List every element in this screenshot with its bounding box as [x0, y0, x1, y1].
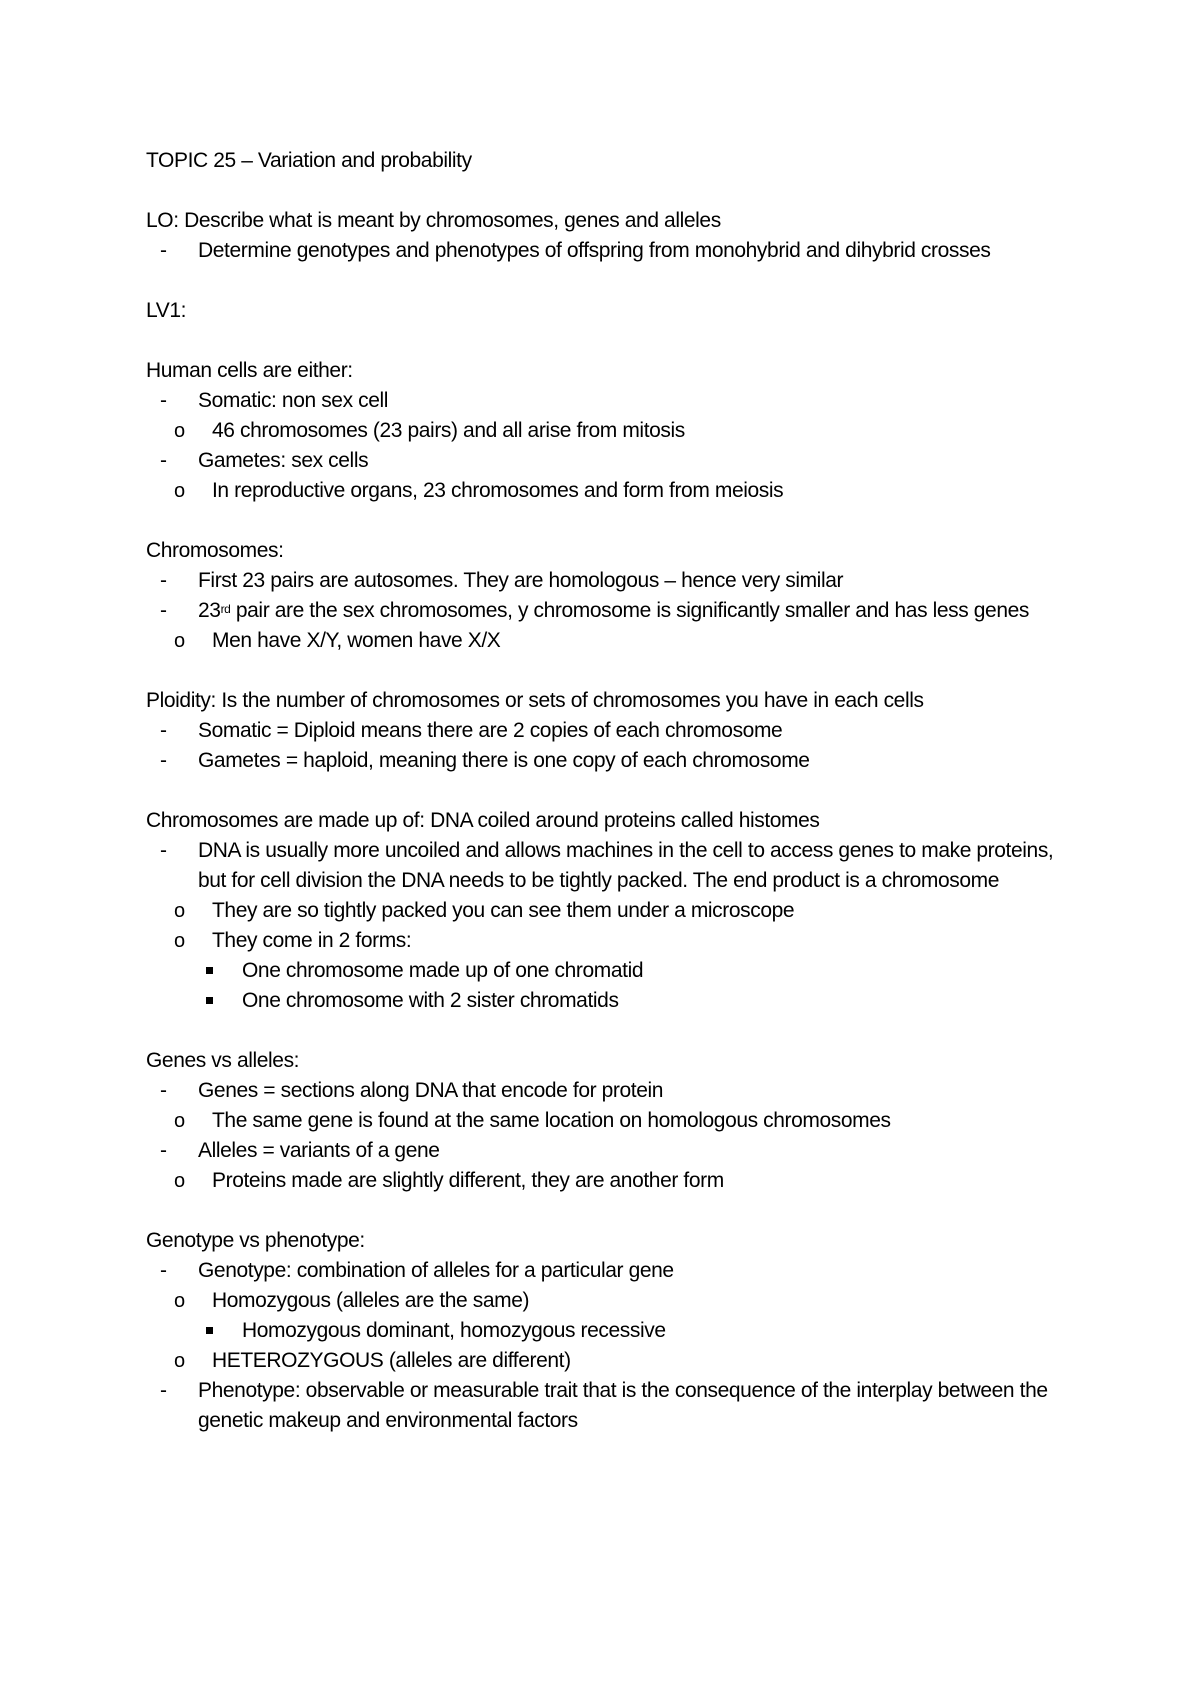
spacer [146, 266, 1066, 296]
spacer [146, 1016, 1066, 1046]
list-item-text: Alleles = variants of a gene [198, 1139, 440, 1162]
list-item [146, 836, 1066, 896]
genes-alleles-heading: Genes vs alleles: [146, 1049, 300, 1072]
dash-bullet: - [160, 839, 167, 862]
list-item [146, 1256, 1066, 1286]
lo-heading: LO: Describe what is meant by chromosomes, genes and alleles [146, 209, 721, 232]
list-item [146, 596, 1066, 626]
list-item [146, 716, 1066, 746]
sub-list-item-text: 46 chromosomes (23 pairs) and all arise from mitosis [212, 419, 685, 442]
sub-list-item [146, 926, 1066, 956]
sub-list-item [146, 626, 1066, 656]
list-item-text: Somatic = Diploid means there are 2 copies of each chromosome [198, 719, 783, 742]
sub-list-item [146, 416, 1066, 446]
list-item [146, 1076, 1066, 1106]
sub-sub-list-item [146, 1316, 1066, 1346]
sub-sub-list-item-text: Homozygous dominant, homozygous recessive [242, 1319, 666, 1342]
spacer [146, 326, 1066, 356]
list-item [146, 1376, 1066, 1436]
sub-list-item [146, 1286, 1066, 1316]
level-heading: LV1: [146, 299, 187, 322]
sub-list-item-text: Homozygous (alleles are the same) [212, 1289, 530, 1312]
circle-bullet: o [174, 1350, 185, 1372]
sub-sub-list-item [146, 986, 1066, 1016]
sub-list-item [146, 1166, 1066, 1196]
list-item-text: Phenotype: observable or measurable trait that is the consequence of the interplay between the genetic makeup and environmental factors [198, 1379, 1048, 1432]
list-item [146, 446, 1066, 476]
ploidity-heading: Ploidity: Is the number of chromosomes or sets of chromosomes you have in each cells [146, 689, 924, 712]
sub-list-item-text: They come in 2 forms: [212, 929, 412, 952]
sub-list-item-text: Men have X/Y, women have X/X [212, 629, 501, 652]
dash-bullet: - [160, 1379, 167, 1402]
dash-bullet: - [160, 239, 167, 262]
circle-bullet: o [174, 1110, 185, 1132]
chromosomes-heading: Chromosomes: [146, 539, 284, 562]
list-item [146, 386, 1066, 416]
human-cells-heading: Human cells are either: [146, 359, 353, 382]
spacer [146, 506, 1066, 536]
dash-bullet: - [160, 569, 167, 592]
circle-bullet: o [174, 930, 185, 952]
sub-list-item [146, 476, 1066, 506]
sub-list-item-text: HETEROZYGOUS (alleles are different) [212, 1349, 571, 1372]
spacer [146, 1196, 1066, 1226]
list-item-text: Somatic: non sex cell [198, 389, 389, 412]
dash-bullet: - [160, 1139, 167, 1162]
sub-list-item-text: In reproductive organs, 23 chromosomes and form from meiosis [212, 479, 784, 502]
list-item-text: DNA is usually more uncoiled and allows machines in the cell to access genes to make proteins, but for cell division the DNA needs to be tightly packed. The end product is a chromosome [198, 839, 1054, 892]
lo-item-text: Determine genotypes and phenotypes of offspring from monohybrid and dihybrid crosses [198, 239, 991, 262]
spacer [146, 776, 1066, 806]
list-item-text: Gametes = haploid, meaning there is one copy of each chromosome [198, 749, 810, 772]
list-item-text: Genes = sections along DNA that encode for protein [198, 1079, 664, 1102]
circle-bullet: o [174, 420, 185, 442]
dash-bullet: - [160, 1079, 167, 1102]
circle-bullet: o [174, 630, 185, 652]
ordinal-suffix: rd [220, 602, 231, 616]
dash-bullet: - [160, 749, 167, 772]
page-title: TOPIC 25 – Variation and probability [146, 149, 472, 172]
list-item-text: First 23 pairs are autosomes. They are homologous – hence very similar [198, 569, 844, 592]
sub-list-item-text: They are so tightly packed you can see them under a microscope [212, 899, 795, 922]
square-bullet-icon [206, 967, 213, 974]
list-item [146, 1136, 1066, 1166]
square-bullet-icon [206, 997, 213, 1004]
spacer [146, 656, 1066, 686]
sub-list-item [146, 896, 1066, 926]
list-item [146, 746, 1066, 776]
made-up-heading: Chromosomes are made up of: DNA coiled around proteins called histomes [146, 809, 820, 832]
circle-bullet: o [174, 1170, 185, 1192]
genotype-phenotype-heading: Genotype vs phenotype: [146, 1229, 365, 1252]
dash-bullet: - [160, 719, 167, 742]
sub-sub-list-item-text: One chromosome made up of one chromatid [242, 959, 644, 982]
sub-sub-list-item-text: One chromosome with 2 sister chromatids [242, 989, 619, 1012]
list-item [146, 566, 1066, 596]
sub-list-item-text: The same gene is found at the same location on homologous chromosomes [212, 1109, 891, 1132]
sub-list-item-text: Proteins made are slightly different, they are another form [212, 1169, 724, 1192]
list-item-text: Gametes: sex cells [198, 449, 369, 472]
circle-bullet: o [174, 1290, 185, 1312]
list-item-text: pair are the sex chromosomes, y chromosome is significantly smaller and has less genes [230, 599, 1029, 622]
square-bullet-icon [206, 1327, 213, 1334]
dash-bullet: - [160, 1259, 167, 1282]
document-body [146, 146, 1066, 1436]
sub-sub-list-item [146, 956, 1066, 986]
ordinal-number: 23 [198, 599, 221, 622]
circle-bullet: o [174, 480, 185, 502]
lo-item [146, 236, 1066, 266]
dash-bullet: - [160, 599, 167, 622]
sub-list-item [146, 1346, 1066, 1376]
dash-bullet: - [160, 389, 167, 412]
sub-list-item [146, 1106, 1066, 1136]
dash-bullet: - [160, 449, 167, 472]
list-item-text: Genotype: combination of alleles for a particular gene [198, 1259, 674, 1282]
circle-bullet: o [174, 900, 185, 922]
spacer [146, 176, 1066, 206]
